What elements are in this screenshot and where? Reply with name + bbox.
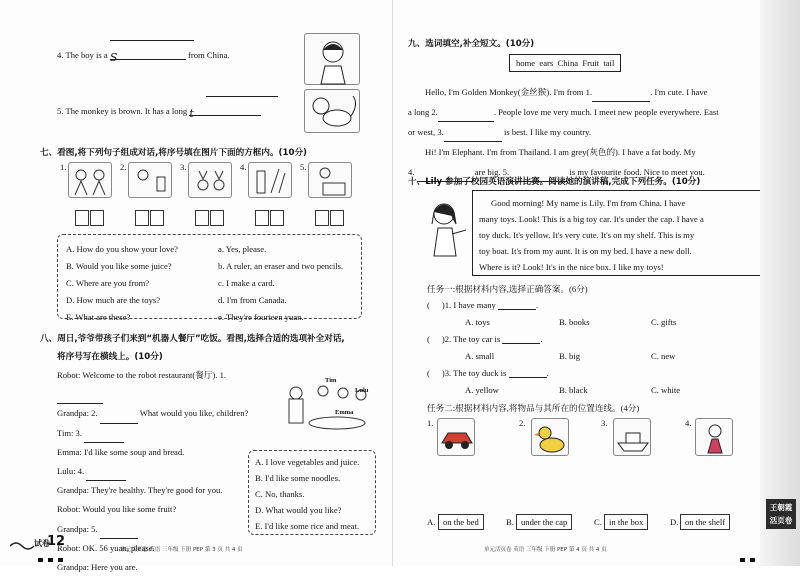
toy-duck[interactable] — [531, 418, 569, 456]
place-a-letter: A. — [427, 517, 436, 527]
speech-line-5: Where is it? Look! It's in the nice box. I like my toys! — [479, 262, 664, 272]
toy-3-label: 3. — [601, 418, 608, 428]
answer-box-2[interactable] — [135, 210, 165, 228]
dialog-line-4: Emma: I'd like some soup and bread. — [57, 446, 185, 457]
footer-right-info: 单元活页卷 英语 三年级 下册 PEP 第 4 页 共 4 页 — [484, 547, 607, 553]
option-b: B. Would you like some juice? — [66, 261, 172, 271]
section9-passage — [408, 82, 753, 182]
boy-icon — [305, 34, 361, 86]
choice-c: C. No, thanks. — [255, 489, 305, 499]
dialog-line-9: Robot: OK. 56 yuan, please. — [57, 542, 155, 553]
places-row — [427, 514, 747, 532]
section8-choices — [248, 450, 376, 535]
place-c[interactable]: in the box — [604, 514, 648, 530]
answer-box-1[interactable] — [75, 210, 105, 228]
dialog-line-1: Robot: Welcome to the robot restaurant(餐厅). 1. — [57, 366, 257, 404]
dialog-line-8: Grandpa: 5. — [57, 520, 257, 539]
toy-1-label: 1. — [427, 418, 434, 428]
pic-2 — [128, 162, 172, 198]
options-left — [66, 241, 178, 326]
option-c: C. Where are you from? — [66, 278, 150, 288]
place-d[interactable]: on the shelf — [680, 514, 730, 530]
brand-line-2: 活页卷 — [769, 516, 793, 525]
speech-line-2: many toys. Look! This is a big toy car. It's under the cap. I have a — [479, 214, 704, 224]
boat-icon — [614, 419, 652, 457]
place-a[interactable]: on the bed — [438, 514, 484, 530]
response-a: a. Yes, please. — [218, 244, 267, 254]
pic-4 — [248, 162, 292, 198]
options-right — [218, 241, 343, 326]
pic-1 — [68, 162, 112, 198]
option-e: E. What are these? — [66, 312, 131, 322]
q4-text: 4. The boy is a — [57, 50, 108, 60]
pic-5-label: 5. — [300, 162, 307, 172]
q2-options: A. small B. big C. new — [465, 351, 676, 361]
p-blank-3[interactable] — [444, 133, 502, 142]
passage-line-1: Hello, I'm Golden Monkey(金丝猴). I'm from 1. . I'm cute. I have — [408, 82, 753, 102]
q3-options: A. yellow B. black C. white — [465, 385, 681, 395]
dialog-line-5: Lulu: 4. — [57, 462, 257, 481]
toy-car[interactable] — [437, 418, 475, 456]
dialog-line-10: Grandpa: Here you are. — [57, 562, 138, 573]
brand-line-1: 王朝霞 — [769, 503, 793, 512]
pic-3 — [188, 162, 232, 198]
place-b[interactable]: under the cap — [516, 514, 572, 530]
blank-4[interactable] — [86, 472, 126, 481]
choice-e: E. I'd like some rice and meat. — [255, 521, 360, 531]
task1-questions — [427, 300, 747, 402]
stationery-icon — [249, 163, 293, 199]
car-icon — [438, 419, 476, 457]
q1-stem: ( )1. I have many . — [427, 300, 539, 310]
blank-5[interactable] — [100, 530, 138, 539]
pic-5 — [308, 162, 352, 198]
task2-title: 任务二:根据材料内容,将物品与其所在的位置连线。(4分) — [427, 403, 640, 413]
q4-line-top — [110, 40, 194, 41]
deer-icon — [189, 163, 233, 199]
p-blank-1[interactable] — [592, 93, 650, 102]
children-icon — [69, 163, 113, 199]
toy-doll[interactable] — [695, 418, 733, 456]
section10-title: 十、Lily 参加了校园英语演讲比赛。阅读她的演讲稿,完成下列任务。(10分) — [408, 177, 701, 187]
section8-title-1: 八、周日,爷爷带孩子们来到“机器人餐厅”吃饭。看图,选择合适的选项补全对话, — [40, 334, 345, 344]
passage-line-4: Hi! I'm Elephant. I'm from Thailand. I am grey(灰色的). I have a fat body. My — [425, 147, 696, 157]
speech-line-1: Good morning! My name is Lily. I'm from China. I have — [491, 198, 686, 208]
section7-title: 七、看图,将下列句子组成对话,将序号填在图片下面的方框内。(10分) — [40, 148, 307, 158]
choice-a: A. I love vegetables and juice. — [255, 457, 360, 467]
page-badge-left — [10, 534, 70, 552]
boy-picture — [304, 33, 360, 85]
girl-icon — [422, 196, 470, 270]
passage-line-5: 4. are big. 5. is my favourite food. Nice to meet you. — [408, 162, 753, 182]
page-divider — [392, 0, 393, 566]
monkey-icon — [305, 90, 361, 134]
toy-2-label: 2. — [519, 418, 526, 428]
toy-boat[interactable] — [613, 418, 651, 456]
speech-box — [472, 190, 764, 276]
passage-line-3: or west, 3. is best. I like my country. — [408, 122, 753, 142]
section9-title: 九、选词填空,补全短文。(10分) — [408, 39, 535, 49]
juice-icon — [129, 163, 173, 199]
binding-strip — [760, 0, 800, 566]
response-c: c. I make a card. — [218, 278, 275, 288]
pic-3-label: 3. — [180, 162, 187, 172]
name-tim: Tim — [325, 377, 337, 384]
name-emma: Emma — [335, 409, 354, 416]
speech-line-4: toy boat. It's from my aunt. It is on my bed. I have a new doll. — [479, 246, 692, 256]
answer-box-4[interactable] — [255, 210, 285, 228]
pic-4-label: 4. — [240, 162, 247, 172]
section7-options-box — [57, 234, 362, 322]
duck-icon — [532, 419, 570, 457]
name-lulu: Lulu — [355, 387, 369, 394]
response-b: b. A ruler, an eraser and two pencils. — [218, 261, 344, 271]
pic-2-label: 2. — [120, 162, 127, 172]
dash-marks-left — [38, 558, 68, 562]
choices-list — [255, 454, 359, 534]
footer-left-info: 单元活页卷 英语 三年级 下册 PEP 第 3 页 共 4 页 — [120, 547, 243, 553]
q5 — [57, 106, 261, 120]
pic-1-label: 1. — [60, 162, 67, 172]
answer-box-5[interactable] — [315, 210, 345, 228]
q5-line-top — [206, 96, 278, 97]
q5-answer-line[interactable] — [189, 107, 261, 120]
lily-picture — [422, 196, 470, 270]
q4-answer-line[interactable] — [109, 51, 186, 64]
section8-title-2: 将序号写在横线上。(10分) — [57, 352, 163, 362]
q2-stem: ( )2. The toy car is . — [427, 334, 543, 344]
toy-4-label: 4. — [685, 418, 692, 428]
option-d: D. How much are the toys? — [66, 295, 161, 305]
blank-3[interactable] — [84, 434, 124, 443]
choice-b: B. I'd like some noodles. — [255, 473, 341, 483]
dialog-line-3: Tim: 3. — [57, 424, 257, 443]
speech-line-3: toy duck. It's yellow. It's very cute. It's on my shelf. This is my — [479, 230, 695, 240]
q1-options: A. toys B. books C. gifts — [465, 317, 677, 327]
task1-title: 任务一:根据材料内容,选择正确答案。(6分) — [427, 284, 588, 294]
place-b-letter: B. — [506, 517, 514, 527]
choice-d: D. What would you like? — [255, 505, 342, 515]
section7-pictures — [60, 162, 360, 202]
q5-text: 5. The monkey is brown. It has a long — [57, 106, 188, 116]
passage-line-2: a long 2. . People love me very much. I meet new people everywhere. East — [408, 102, 753, 122]
blank-2[interactable] — [100, 415, 138, 424]
footer-label: 试卷 — [34, 539, 50, 548]
monkey-picture — [304, 89, 360, 133]
q4 — [57, 50, 230, 64]
toy-items — [427, 418, 747, 460]
dialog-line-7: Robot: Would you like some fruit? — [57, 504, 177, 515]
footer-page-number: 12 — [47, 534, 66, 549]
p-blank-2[interactable] — [438, 113, 494, 122]
dialog-line-2: Grandpa: 2. What would you like, children? — [57, 404, 257, 423]
q4-answer: S — [109, 51, 118, 64]
q5-answer: t — [189, 107, 194, 120]
restaurant-picture — [285, 373, 375, 443]
q4-post: from China. — [188, 50, 230, 60]
answer-boxes — [75, 210, 375, 228]
brand-badge — [766, 499, 796, 529]
q3-stem: ( )3. The toy duck is . — [427, 368, 549, 378]
response-e: e. They're fourteen yuan. — [218, 312, 304, 322]
dialog-line-6: Grandpa: They're healthy. They're good for you. — [57, 485, 223, 496]
place-c-letter: C. — [594, 517, 602, 527]
blank-1[interactable] — [57, 395, 103, 404]
word-bank: home ears China Fruit tail — [509, 54, 621, 72]
response-d: d. I'm from Canada. — [218, 295, 287, 305]
option-a: A. How do you show your love? — [66, 244, 178, 254]
doll-icon — [696, 419, 734, 457]
place-d-letter: D. — [670, 517, 679, 527]
card-icon — [309, 163, 353, 199]
answer-box-3[interactable] — [195, 210, 225, 228]
